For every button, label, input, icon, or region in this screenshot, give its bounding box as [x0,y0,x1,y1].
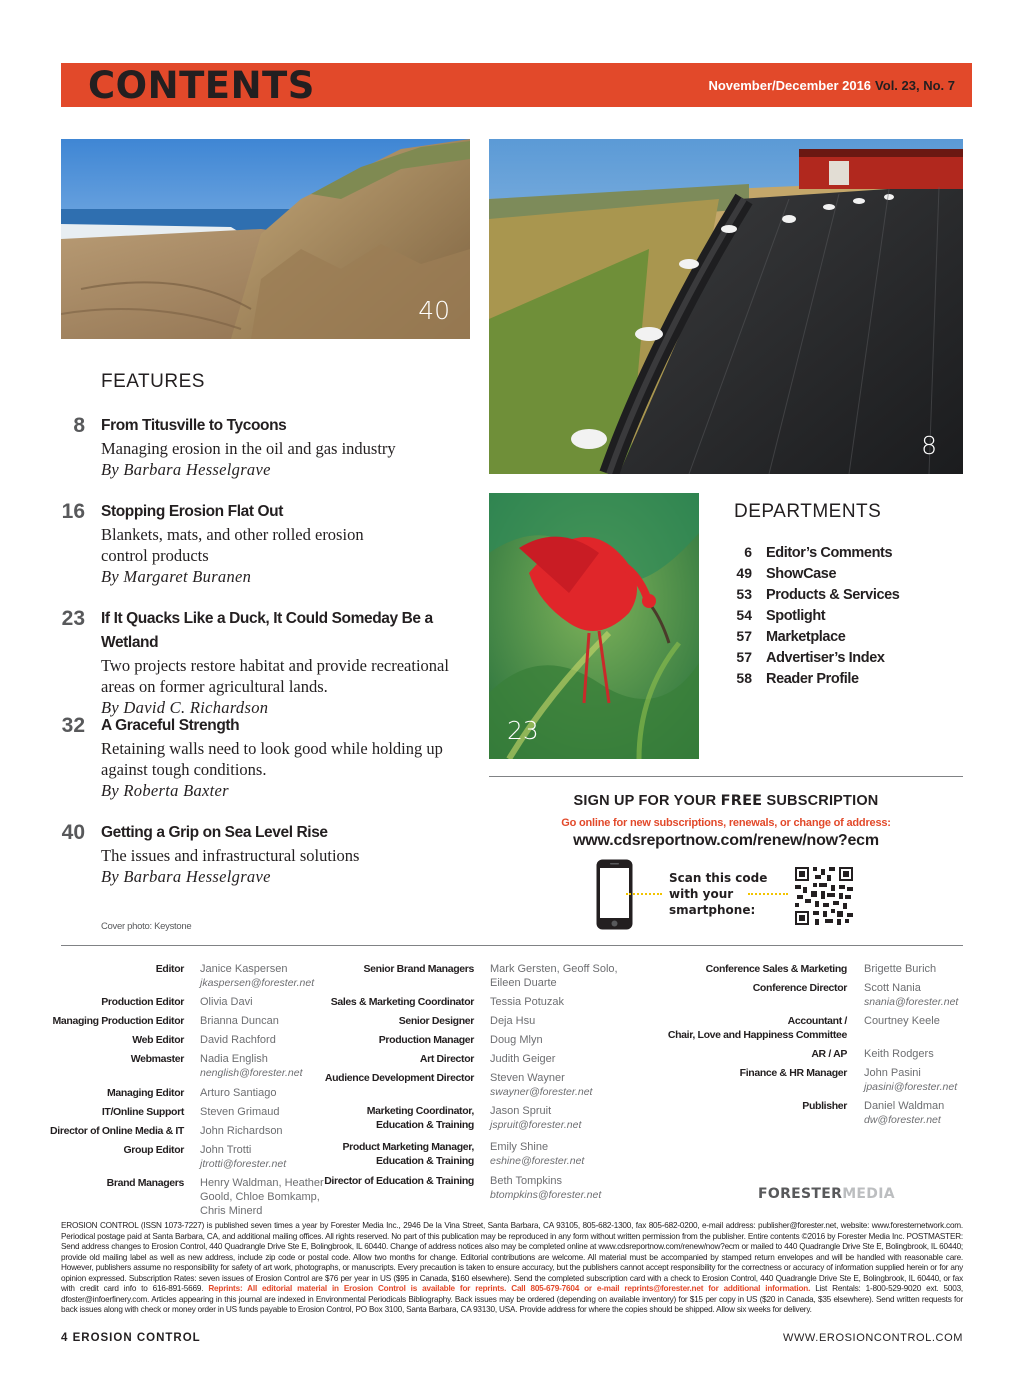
masthead-name: John Richardson [200,1125,283,1137]
feature-description: against tough conditions. [101,760,267,779]
subscription-headline [489,793,963,809]
department-page-number: 49 [736,565,752,581]
feature-byline: By David C. Richardson [101,698,269,717]
feature-title[interactable]: A Graceful Strength [101,717,240,734]
masthead-role: Managing Production Editor [52,1015,184,1027]
department-item[interactable] [722,542,962,563]
feature-title[interactable]: From Titusville to Tycoons [101,417,287,434]
department-label: Editor’s Comments [766,545,893,561]
masthead-email-link[interactable]: snania@forester.net [864,996,959,1008]
scan-line: with your [669,887,734,901]
logo-text: FORESTER [758,1186,843,1202]
masthead-name: Mark Gersten, Geoff Solo, [490,963,618,975]
masthead-role: Marketing Coordinator, [366,1105,474,1117]
photo-scarlet-ibis-painting[interactable] [489,493,699,759]
department-page-number: 58 [736,670,752,686]
masthead-role: Director of Online Media & IT [50,1125,184,1137]
fine-print-text: List Rentals: 1-800-529-9020 ext. 5003, dfoster@infoerfinery.com. Articles appearing in this journal are indexed in Environmental Periodicals Bibliography. Back issues may be ordered (depending on available inventory) for $15 per copy in US ($20 in Canada, $35 elsewhere). Send written requests for back issues along with check or money order in US funds payable to Erosion Control, PO Box 3100, Santa Barbara, CA 93130, USA. Provide address for where the copies should be shipped. Allow six weeks for delivery. [61,1284,963,1314]
feature-page-number: 16 [61,500,85,523]
masthead-role: Chair, Love and Happiness Committee [667,1029,847,1041]
masthead-role: Conference Sales & Marketing [705,963,847,975]
masthead-role: AR / AP [811,1048,847,1060]
features-heading: FEATURES [101,371,205,392]
qr-code-icon[interactable] [795,867,853,925]
department-item[interactable] [722,605,962,626]
feature-description: Blankets, mats, and other rolled erosion [101,525,364,544]
feature-item-32[interactable] [60,714,480,801]
contents-header [61,63,972,107]
department-page-number: 6 [744,544,752,560]
masthead-name: Beth Tompkins [490,1175,562,1187]
page-folio: 4 EROSION CONTROL [61,1332,201,1344]
masthead-role: Publisher [802,1100,847,1112]
masthead-role: Group Editor [123,1144,184,1156]
feature-title[interactable]: Stopping Erosion Flat Out [101,503,284,520]
department-label: Reader Profile [766,671,859,687]
departments-list [722,542,962,689]
masthead-role: Production Editor [101,996,184,1008]
masthead-name: David Rachford [200,1034,276,1046]
masthead-email-link[interactable]: jkaspersen@forester.net [200,977,315,989]
masthead-role: Brand Managers [106,1177,184,1189]
department-item[interactable] [722,563,962,584]
masthead-role: Senior Designer [398,1015,474,1027]
masthead-name: Deja Hsu [490,1015,536,1027]
masthead-name: Chris Minerd [200,1205,263,1217]
dotted-connector [626,893,662,895]
feature-item-40[interactable] [60,821,480,887]
department-item[interactable] [722,668,962,689]
reprints-notice: Reprints: All editorial material in Erosion Control is available for reprints. Call 805-679-7604 or e-mail reprints@forester.net for additional information. [208,1284,811,1293]
issue-date: November/December 2016 [708,78,872,93]
masthead-email-link[interactable]: eshine@forester.net [490,1155,585,1167]
photo-page-number: 8 [921,431,937,460]
department-item[interactable] [722,626,962,647]
department-item[interactable] [722,647,962,668]
masthead-role: Conference Director [752,982,847,994]
masthead-email-link[interactable]: nenglish@forester.net [200,1067,303,1079]
masthead-name: Brianna Duncan [200,1015,279,1027]
masthead-divider [61,945,963,946]
masthead-name: Doug Mlyn [490,1034,543,1046]
erosion-blanket-image [489,139,963,474]
department-label: Products & Services [766,587,900,603]
feature-title[interactable]: If It Quacks Like a Duck, It Could Someday Be a Wetland [101,610,433,651]
masthead-email-link[interactable]: jspruit@forester.net [490,1119,582,1131]
subscription-subline: Go online for new subscriptions, renewals, or change of address: [561,817,891,829]
masthead-role: IT/Online Support [101,1106,184,1118]
masthead-role: Managing Editor [107,1087,184,1099]
department-label: ShowCase [766,566,837,582]
headline-text: SIGN UP FOR YOUR [573,793,721,809]
issue-volume: Vol. 23, No. 7 [875,78,955,93]
photo-beach-bluff[interactable] [61,139,470,339]
department-label: Advertiser’s Index [766,650,885,666]
masthead-name: Scott Nania [864,982,921,994]
photo-page-number: 23 [507,716,539,745]
page-title: CONTENTS [88,64,315,107]
masthead-name: Judith Geiger [490,1053,556,1065]
masthead-name: Courtney Keele [864,1015,940,1027]
masthead-email-link[interactable]: jtrotti@forester.net [200,1158,287,1170]
masthead-role: Web Editor [132,1034,184,1046]
masthead-role: Accountant / [787,1015,847,1027]
masthead-name: Janice Kaspersen [200,963,288,975]
masthead-name: Eileen Duarte [490,977,557,989]
masthead-role: Webmaster [130,1053,184,1065]
department-label: Spotlight [766,608,826,624]
website-link[interactable]: WWW.EROSIONCONTROL.COM [782,1332,963,1344]
masthead-role: Sales & Marketing Coordinator [330,996,474,1008]
masthead-role: Production Manager [378,1034,474,1046]
masthead-email-link[interactable]: btompkins@forester.net [490,1189,602,1201]
subscription-url-link[interactable]: www.cdsreportnow.com/renew/now?ecm [573,832,879,849]
feature-item-23[interactable] [60,607,480,718]
feature-description: Managing erosion in the oil and gas industry [101,439,396,458]
scan-line: Scan this code [669,871,768,885]
masthead-name: John Trotti [200,1144,252,1156]
feature-item-16[interactable] [60,500,480,587]
department-page-number: 53 [736,586,752,602]
headline-text: SUBSCRIPTION [762,793,879,809]
feature-page-number: 23 [61,607,85,630]
logo-text: MEDIA [842,1186,895,1202]
departments-heading: DEPARTMENTS [734,501,882,522]
masthead-email-link[interactable]: swayner@forester.net [490,1086,593,1098]
masthead-role: Audience Development Director [324,1072,474,1084]
masthead-role: Senior Brand Managers [363,963,474,975]
scan-line: smartphone: [669,903,756,917]
department-label: Marketplace [766,629,846,645]
masthead-email-link[interactable]: jpasini@forester.net [864,1081,958,1093]
feature-title[interactable]: Getting a Grip on Sea Level Rise [101,824,328,841]
department-page-number: 57 [736,649,752,665]
masthead-name: Brigette Burich [864,963,937,975]
feature-page-number: 40 [61,821,85,844]
masthead-name: Nadia English [200,1053,268,1065]
masthead-name: Goold, Chloe Bomkamp, [200,1191,320,1203]
feature-description: The issues and infrastructural solutions [101,846,360,865]
masthead-name: Olivia Davi [200,996,253,1008]
headline-free: FREE [720,793,763,809]
masthead-email-link[interactable]: dw@forester.net [864,1114,941,1126]
masthead-name: Steven Grimaud [200,1106,280,1118]
masthead-name: Jason Spruit [490,1105,552,1117]
masthead-name: Emily Shine [490,1141,549,1153]
feature-byline: By Roberta Baxter [101,781,229,800]
feature-page-number: 8 [73,414,85,437]
department-page-number: 54 [736,607,752,623]
masthead-role: Education & Training [375,1155,474,1167]
fine-print-text: EROSION CONTROL (ISSN 1073-7227) is published seven times a year by Forester Media Inc., 2946 De la Vina Street, Santa Barbara, CA 93105, 805-682-1300, fax 805-682-0200, e-mail address: publisher@forester.net, website: www.foresternetwork.com. Periodical postage paid at Santa Barbara, CA, and additional mailing offices. All rights reserved. No part of this publication may be reproduced in any form without written permission from the publisher. Entire contents ©2016 by Forester Media Inc. POSTMASTER: Send address changes to Erosion Control, 440 Quadrangle Drive Ste E, Bolingbrook, IL 60440. Change of address notices also may be completed online at www.cdsreportnow.com/renew/now?ecm or mailed to 440 Quadrangle Drive Ste E, Bolingbrook, IL 60440; provide old mailing label as well as new address, include zip code or postal code. Allow two months for change. Editorial contributions are welcome. All material must be accompanied by stamped return envelopes and will be handled with reasonable care. However, publishers assume no responsibility for safety of art work, photographs, or manuscripts. Every precaution is taken to ensure accuracy, but the publishers cannot accept responsibility for the correctness or accuracy of information supplied herein or for any opinion expressed. Subscription Rates: seven issues of Erosion Control are $76 per year in US ($95 in Canada, $160 elsewhere). Send the completed subscription card with a check to Erosion Control, 440 Quadrangle Drive Ste E, Bolingbrook, IL 60440, or fax with credit card info to 616-891-5669. [61,1221,963,1293]
masthead-name: Henry Waldman, Heather [200,1177,324,1189]
masthead-name: Tessia Potuzak [490,996,564,1008]
feature-page-number: 32 [61,714,85,737]
feature-description: Retaining walls need to look good while holding up [101,739,443,758]
masthead-name: Daniel Waldman [864,1100,945,1112]
masthead-name: Steven Wayner [490,1072,565,1084]
feature-description: control products [101,546,209,565]
beach-bluff-image [61,139,470,339]
subscription-divider [489,776,963,777]
feature-description: Two projects restore habitat and provide recreational [101,656,449,675]
feature-item-8[interactable] [60,414,480,480]
masthead-role: Art Director [419,1053,474,1065]
masthead-name: Arturo Santiago [200,1087,277,1099]
department-page-number: 57 [736,628,752,644]
feature-byline: By Barbara Hesselgrave [101,460,271,479]
cover-photo-credit: Cover photo: Keystone [101,921,192,932]
photo-erosion-blanket-site[interactable] [489,139,963,474]
forester-media-logo [758,1186,895,1202]
masthead-role: Director of Education & Training [324,1175,474,1187]
feature-byline: By Margaret Buranen [101,567,252,586]
masthead-name: Keith Rodgers [864,1048,934,1060]
dotted-connector [748,893,788,895]
feature-byline: By Barbara Hesselgrave [101,867,271,886]
department-item[interactable] [722,584,962,605]
masthead-role: Finance & HR Manager [739,1067,847,1079]
photo-page-number: 40 [418,296,450,325]
publication-fine-print [61,1221,963,1316]
masthead-role: Product Marketing Manager, [342,1141,474,1153]
issue-info [708,63,955,107]
masthead-role: Editor [155,963,184,975]
feature-description: areas on former agricultural lands. [101,677,328,696]
masthead-role: Education & Training [375,1119,474,1131]
masthead-name: John Pasini [864,1067,921,1079]
